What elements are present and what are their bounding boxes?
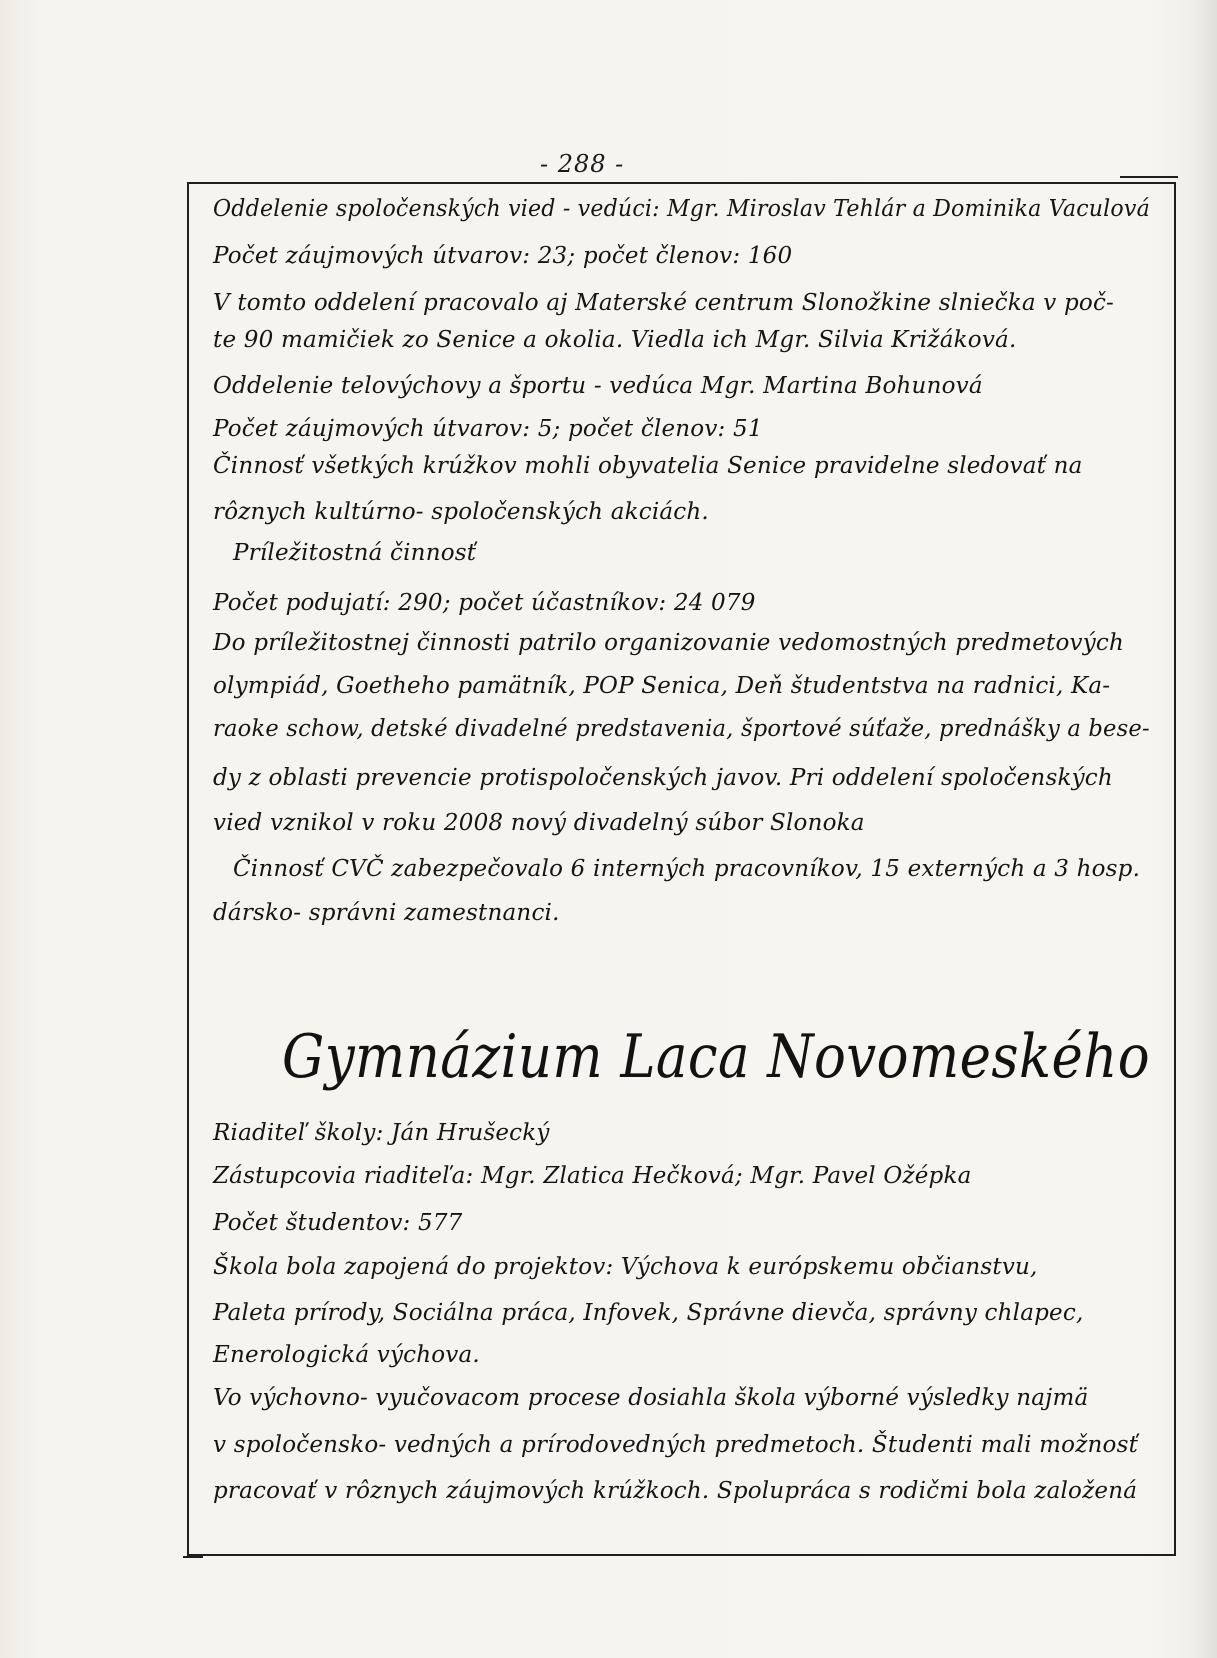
- text-line: Činnosť všetkých krúžkov mohli obyvatelia Senice pravidelne sledovať na: [213, 453, 1083, 479]
- text-line: Paleta prírody, Sociálna práca, Infovek, Správne dievča, správny chlapec,: [213, 1300, 1084, 1326]
- text-line: Počet študentov: 577: [213, 1210, 463, 1236]
- text-line: v spoločensko- vedných a prírodovedných predmetoch. Študenti mali možnosť: [213, 1432, 1139, 1458]
- text-line: pracovať v rôznych záujmových krúžkoch. Spolupráca s rodičmi bola založená: [213, 1478, 1138, 1504]
- text-line: Činnosť CVČ zabezpečovalo 6 interných pracovníkov, 15 externých a 3 hosp.: [233, 856, 1141, 882]
- text-line: Počet záujmových útvarov: 5; počet členov: 51: [213, 416, 763, 442]
- text-line: dársko- správni zamestnanci.: [213, 900, 560, 926]
- text-line: Škola bola zapojená do projektov: Výchova k európskemu občianstvu,: [213, 1254, 1038, 1280]
- text-line: Zástupcovia riaditeľa: Mgr. Zlatica Hečková; Mgr. Pavel Ožépka: [213, 1163, 972, 1189]
- page-edge-shade: [1190, 0, 1217, 1658]
- section-heading: Gymnázium Laca Novomeského: [282, 1022, 1151, 1092]
- text-line: rôznych kultúrno- spoločenských akciách.: [213, 499, 709, 525]
- text-line: te 90 mamičiek zo Senice a okolia. Viedla ich Mgr. Silvia Križáková.: [213, 327, 1017, 353]
- text-line: Príležitostná činnosť: [233, 540, 477, 566]
- text-line: raoke schow, detské divadelné predstavenia, športové súťaže, prednášky a bese-: [213, 716, 1150, 742]
- text-line: V tomto oddelení pracovalo aj Materské centrum Slonožkine slniečka v poč-: [213, 290, 1115, 316]
- text-line: vied vznikol v roku 2008 nový divadelný súbor Slonoka: [213, 810, 865, 836]
- text-line: Do príležitostnej činnosti patrilo organizovanie vedomostných predmetových: [213, 630, 1125, 656]
- text-line: Riaditeľ školy: Ján Hrušecký: [213, 1120, 550, 1146]
- text-line: olympiád, Goetheho pamätník, POP Senica, Deň študentstva na radnici, Ka-: [213, 673, 1111, 699]
- frame-corner-top: [1120, 176, 1178, 178]
- text-line: Počet záujmových útvarov: 23; počet členov: 160: [213, 243, 793, 269]
- text-line: Vo výchovno- vyučovacom procese dosiahla škola výborné výsledky najmä: [213, 1385, 1089, 1411]
- text-line: dy z oblasti prevencie protispoločenských javov. Pri oddelení spoločenských: [213, 765, 1113, 791]
- text-line: Oddelenie spoločenských vied - vedúci: Mgr. Miroslav Tehlár a Dominika Vaculová: [213, 196, 1150, 222]
- text-line: Počet podujatí: 290; počet účastníkov: 24 079: [213, 590, 756, 616]
- page-number: - 288 -: [540, 150, 625, 178]
- frame-corner-bottom: [183, 1556, 203, 1558]
- text-line: Enerologická výchova.: [213, 1342, 480, 1368]
- text-line: Oddelenie telovýchovy a športu - vedúca Mgr. Martina Bohunová: [213, 373, 983, 399]
